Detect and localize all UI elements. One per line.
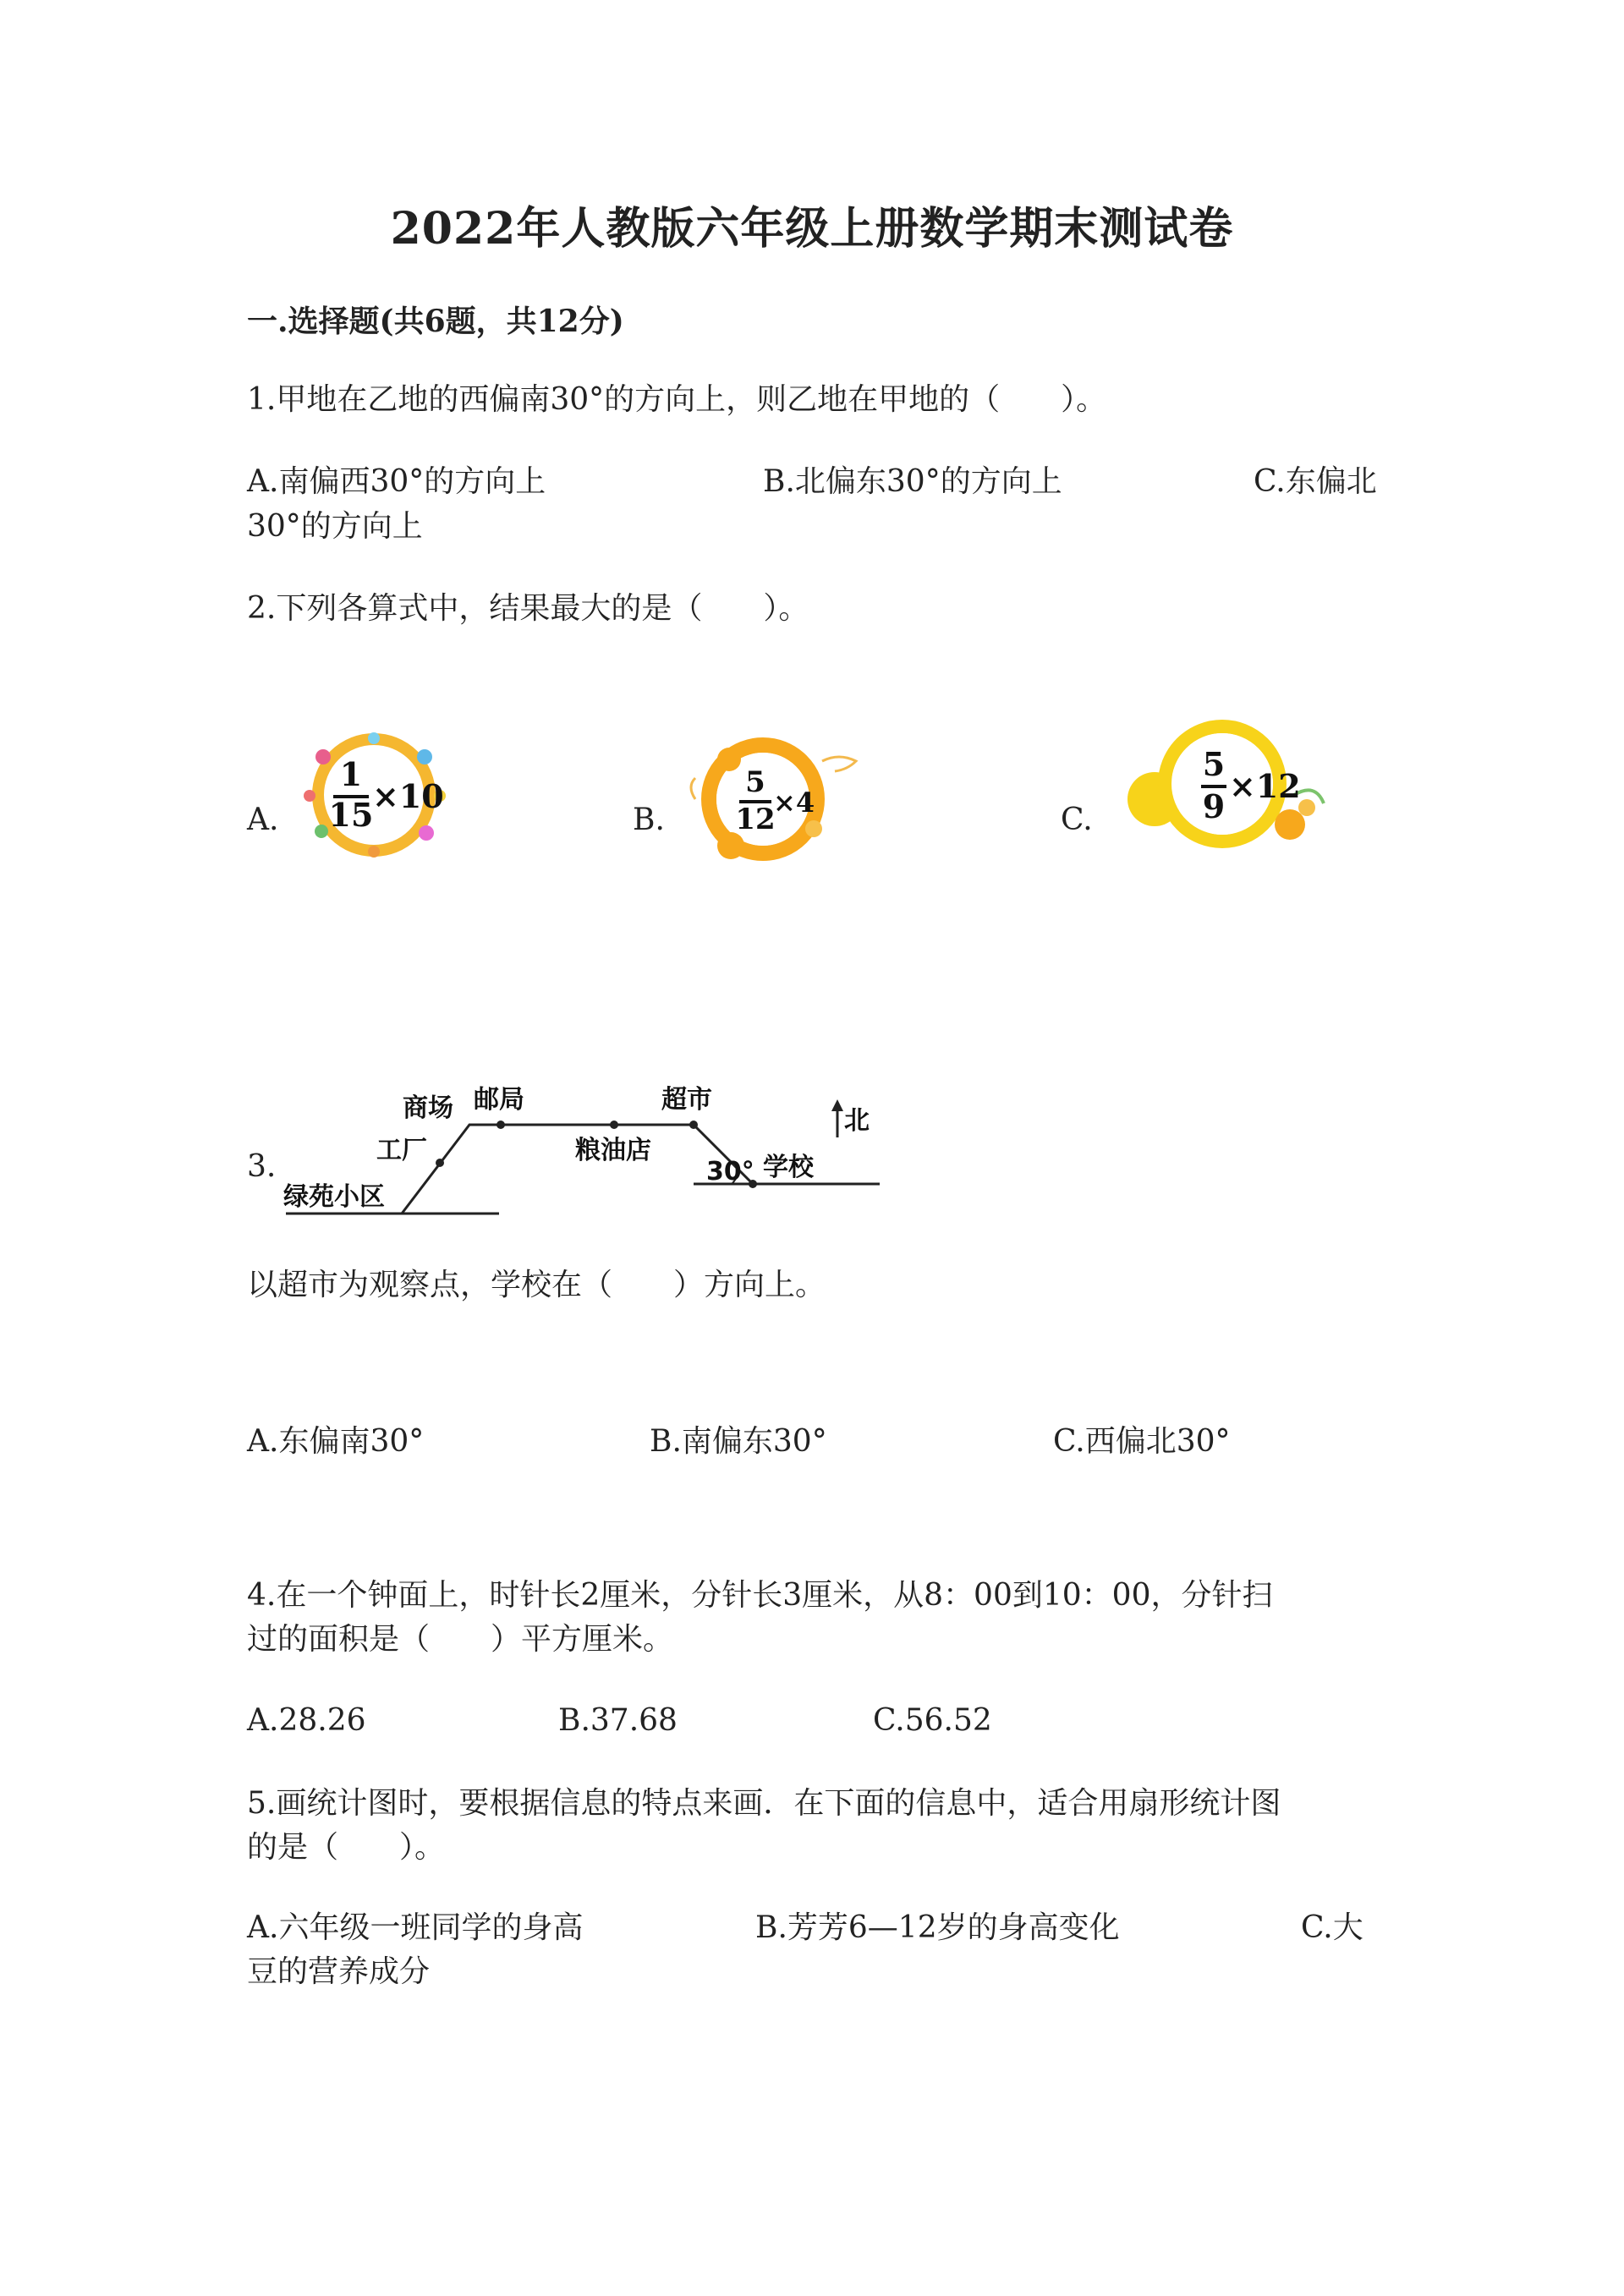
frac-a-multiplier: ×10 — [372, 777, 444, 815]
question-3-option-c[interactable]: C.西偏北30° — [1053, 1424, 1231, 1459]
page-title: 2022年人教版六年级上册数学期末测试卷 — [390, 203, 1234, 255]
question-3-option-b[interactable]: B.南偏东30° — [650, 1424, 827, 1459]
question-2-option-b-label[interactable]: B. — [633, 803, 665, 837]
map-label-mall: 商场 — [403, 1093, 453, 1123]
frac-b-numerator: 5 — [745, 765, 765, 799]
question-1-option-a[interactable]: A.南偏西30°的方向上 — [247, 464, 546, 499]
question-1-option-c-continued: 30°的方向上 — [247, 509, 423, 544]
frac-c-multiplier: ×12 — [1229, 767, 1301, 805]
question-5-option-a[interactable]: A.六年级一班同学的身高 — [247, 1910, 584, 1945]
frac-b-multiplier: ×4 — [773, 786, 815, 819]
frac-a-denominator: 15 — [328, 796, 374, 834]
frac-b-denominator: 12 — [735, 803, 776, 836]
map-label-angle: 30° — [706, 1157, 754, 1186]
question-2-option-c-badge[interactable] — [1121, 715, 1341, 870]
map-label-post: 邮局 — [474, 1085, 524, 1115]
map-label-grain: 粮油店 — [575, 1136, 651, 1165]
question-1-option-b[interactable]: B.北偏东30°的方向上 — [763, 464, 1062, 499]
map-label-market: 超市 — [661, 1085, 712, 1115]
question-3-number: 3. — [247, 1149, 277, 1184]
map-label-north: 北 — [844, 1106, 870, 1136]
question-4-option-c[interactable]: C.56.52 — [873, 1703, 992, 1738]
map-label-school: 学校 — [763, 1153, 814, 1182]
question-1-text: 1.甲地在乙地的西偏南30°的方向上，则乙地在甲地的（ ）。 — [247, 382, 1107, 417]
frac-c-denominator: 9 — [1202, 787, 1226, 825]
frac-c-numerator: 5 — [1202, 745, 1226, 783]
map-label-factory: 工厂 — [376, 1136, 427, 1165]
question-2-option-a-badge[interactable] — [298, 723, 458, 870]
section-heading: 一.选择题(共6题，共12分) — [247, 304, 624, 339]
question-4-text-line-2: 过的面积是（ ）平方厘米。 — [247, 1622, 674, 1657]
question-4-text-line-1: 4.在一个钟面上，时针长2厘米，分针长3厘米，从8：00到10：00，分针扫 — [247, 1578, 1273, 1613]
question-5-option-c-continued: 豆的营养成分 — [247, 1954, 431, 1989]
route-map — [279, 1074, 888, 1230]
question-4-option-a[interactable]: A.28.26 — [247, 1703, 366, 1738]
question-5-text-line-1: 5.画统计图时，要根据信息的特点来画．在下面的信息中，适合用扇形统计图 — [247, 1786, 1281, 1821]
question-5-option-b[interactable]: B.芳芳6—12岁的身高变化 — [755, 1910, 1120, 1945]
question-1-option-c[interactable]: C.东偏北 — [1254, 464, 1377, 499]
question-5-option-c[interactable]: C.大 — [1301, 1910, 1363, 1945]
question-3-text: 以超市为观察点，学校在（ ）方向上。 — [247, 1268, 826, 1302]
question-2-option-a-label[interactable]: A. — [247, 803, 279, 837]
question-2-option-b-badge[interactable] — [678, 727, 890, 874]
question-5-text-line-2: 的是（ ）。 — [247, 1830, 446, 1865]
question-2-text: 2.下列各算式中，结果最大的是（ ）。 — [247, 591, 809, 626]
map-label-community: 绿苑小区 — [283, 1182, 385, 1212]
question-2-option-c-label[interactable]: C. — [1061, 803, 1093, 837]
frac-a-numerator: 1 — [339, 755, 363, 793]
question-3-option-a[interactable]: A.东偏南30° — [247, 1424, 425, 1459]
question-4-option-b[interactable]: B.37.68 — [558, 1703, 678, 1738]
